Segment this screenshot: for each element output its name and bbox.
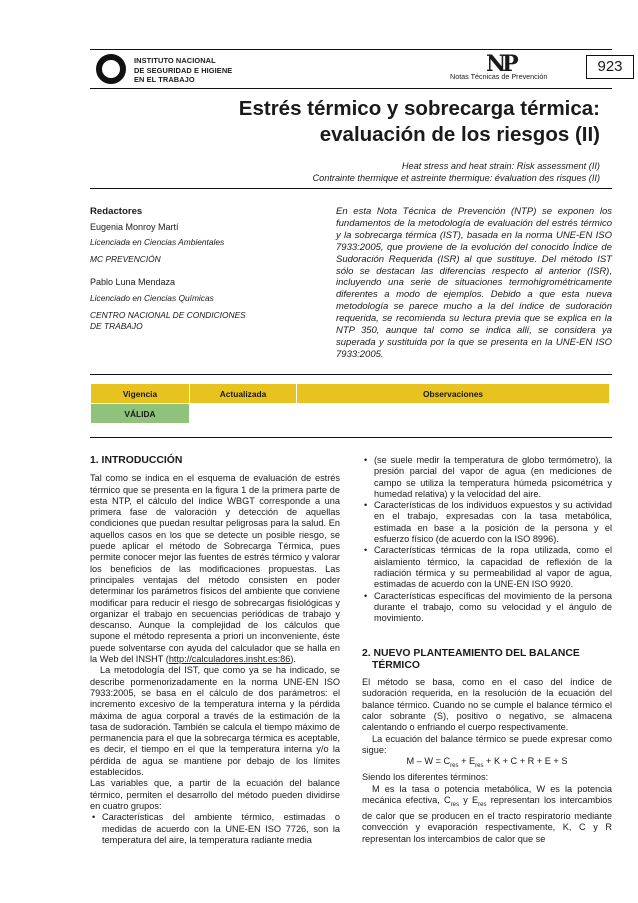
variable-groups-list-cont [362, 455, 612, 624]
equation-part: + K + C + R + E + S [483, 756, 568, 767]
equation-part: + E [458, 756, 476, 767]
header-vigencia: Vigencia [91, 384, 190, 404]
term-subscript: res [450, 801, 459, 808]
paragraph: La metodología del IST, que como ya se ha indicado, se describe pormenorizadamente en la norma UNE-EN ISO 7933:2005, se basa en el cálculo de dos parámetros: el incremento excesivo de la temperatura interna y la pérdida máxima de agua corporal a través de la estimación de la tasa de sudoración. También se calcula el tiempo máximo de permanencia para el que la sobrecarga térmica es aceptable, es decir, el tiempo en el que la temperatura interna y/o la pérdida de agua se mantiene por debajo de los límites establecidos. [90, 665, 340, 778]
paragraph: El método se basa, como en el caso del índice de sudoración requerida, en la resolución de la ecuación del balance térmico. Cuando no se cumple el balance térmico el calor sobrante (S), positivo o negativo, se almacena calentando o enfriando el cuerpo respectivamente. [362, 677, 612, 733]
editor-role: Licenciado en Ciencias Químicas [90, 293, 214, 303]
list-item-continuation [374, 455, 612, 500]
institute-line: EN EL TRABAJO [134, 75, 195, 85]
heat-balance-equation [362, 756, 612, 772]
status-table-row [91, 404, 610, 424]
editor-organization: DE TRABAJO [90, 321, 143, 331]
right-column [362, 455, 612, 845]
paragraph-text: (se suele medir la temperatura de globo termómetro), la presión parcial del vapor de agua (en mediciones de campo se utiliza la temperatura húmeda psicométrica y humedad relativa) y la velocidad del aire. [374, 455, 612, 499]
status-table [90, 383, 610, 424]
updated-cell [190, 404, 297, 424]
editor-name: Pablo Luna Mendaza [90, 277, 176, 287]
equation-part: M – W = C [406, 756, 451, 767]
list-item: • Características térmicas de la ropa utilizada, como el aislamiento térmico, la capacidad de reflexión de la radiación térmica y su permeabilidad al vapor de agua, estimadas de acuerdo con la UNE-EN ISO 9920. [374, 545, 612, 590]
editor-organization: MC PREVENCIÓN [90, 254, 161, 264]
equation-subscript: res [475, 762, 484, 769]
list-item: • Características del ambiente térmico, estimadas o medidas de acuerdo con la UNE-EN ISO 7726, son la temperatura del aire, la temperatura radiante media [102, 812, 340, 846]
equation-subscript: res [450, 762, 459, 769]
calculator-link[interactable]: http://calculadores.insht.es:86 [168, 654, 291, 665]
heading-line: 2. NUEVO PLANTEAMIENTO DEL BALANCE [362, 648, 580, 660]
status-table-header [91, 384, 610, 404]
paragraph [90, 473, 340, 665]
note-number: 923 [586, 55, 634, 79]
institute-name [134, 56, 232, 85]
title-rule [90, 188, 612, 189]
institute-line: DE SEGURIDAD E HIGIENE [134, 65, 233, 75]
paragraph-text: Tal como se indica en el esquema de evaluación de estrés térmico que se presenta en la figura 1 de la primera parte de esta NTP, el cálculo del índice WBGT corresponde a una primera fase de valoración y detección de aquellas condiciones que puedan resultar peligrosas para la salud. En aquellos casos en los que se detecte un posible riesgo, se puede aplicar el método de Sobrecarga Térmica, pues permite conocer mejor las fuentes de estrés térmico y valorar los beneficios de las modificaciones propuestas. Las principales ventajas del método consisten en poder determinar los parámetros físicos del ambiente que conviene modificar para reducir el riesgo de sobrecargas fisiológicas y organizar el trabajo en secuencias periódicas de trabajo y descanso. Aunque la complejidad de los cálculos que supone el método representa a priori un inconveniente, éste puede solventarse con ayuda del calculador que se halla en la Web del INSHT ( [90, 473, 340, 665]
list-item: • Características específicas del movimiento de la persona durante el trabajo, como su velocidad y el ángulo de movimiento. [374, 591, 612, 625]
title-translations [240, 161, 600, 184]
header-actualizada: Actualizada [190, 384, 297, 404]
spacer [362, 624, 612, 648]
title-line: Estrés térmico y sobrecarga térmica: [238, 97, 600, 120]
paragraph-text: M es la tasa o potencia metabólica, W es la potencia mecánica efectiva, C [362, 783, 612, 805]
title-french: Contrainte thermique et astreinte thermique: évaluation des risques (II) [312, 172, 600, 183]
editor-name: Eugenia Monroy Martí [90, 222, 179, 232]
section2-heading [362, 648, 612, 671]
editors-heading: Redactores [90, 206, 143, 217]
page-title [160, 96, 600, 148]
paragraph: Siendo los diferentes términos: [362, 772, 489, 783]
heading-line: TÉRMICO [372, 659, 420, 671]
paragraph-text: y E [458, 794, 479, 805]
insht-logo-icon [96, 54, 126, 84]
np-logo: NP [486, 51, 515, 77]
series-label: Notas Técnicas de Prevención [450, 72, 548, 81]
body-rule [90, 437, 612, 438]
title-line: evaluación de los riesgos (II) [319, 123, 600, 146]
list-item: • Características de los individuos expuestos y su actividad en el trabajo, expresadas con la tasa metabólica, estimada en base a la posición de la persona y el esfuerzo físico (de acuerdo con la ISO 8996). [374, 500, 612, 545]
left-column [90, 455, 340, 846]
editor-organization: CENTRO NACIONAL DE CONDICIONES [90, 310, 246, 320]
institute-line: INSTITUTO NACIONAL [134, 56, 216, 65]
validity-cell: VÁLIDA [91, 404, 190, 424]
paragraph: La ecuación del balance térmico se puede expresar como sigue: [362, 733, 612, 755]
paragraph [362, 784, 612, 845]
header-observaciones: Observaciones [297, 384, 610, 404]
abstract-rule [90, 374, 612, 375]
section1-heading: 1. INTRODUCCIÓN [90, 455, 183, 466]
variable-groups-list [90, 812, 340, 846]
header-top-rule [90, 49, 612, 50]
editor-role: Licenciada en Ciencias Ambientales [90, 237, 225, 247]
header-bottom-rule [90, 88, 612, 89]
paragraph-text: ). [290, 654, 296, 665]
paragraph-text: representan los intercambios de calor que se producen en el tracto respiratorio mediante convección y evaporación respectivamente, K, C y R representan los intercambios de calor que se [362, 794, 613, 844]
title-english: Heat stress and heat strain: Risk assessment (II) [401, 161, 600, 171]
abstract: En esta Nota Técnica de Prevención (NTP) se exponen los fundamentos de la metodología de evaluación del estrés térmico y la sobrecarga térmica (IST), basada en la norma UNE-EN ISO 7933:2005, que proviene de la evolución del conocido Índice de Sudoración Requerida (ISR) al que sustituye. Del método IST sólo se destacan las diferencias respecto al anterior (ISR), incluyendo una serie de situaciones termohigrométricamente diferentes a modo de ejemplos. Debido a que esta nueva metodología se parece mucho a la del índice de sudoración requerida, se recomienda su lectura previa que se explica en la NTP 350, aunque tal como se indica allí, se considera ya superada y sustituida por la que se presenta en la UNE-EN ISO 7933:2005. [336, 206, 612, 360]
paragraph: Las variables que, a partir de la ecuación del balance térmico, permiten el desarrollo del método pueden dividirse en cuatro grupos: [90, 778, 340, 811]
term-subscript: res [478, 801, 487, 808]
notes-cell [297, 404, 610, 424]
